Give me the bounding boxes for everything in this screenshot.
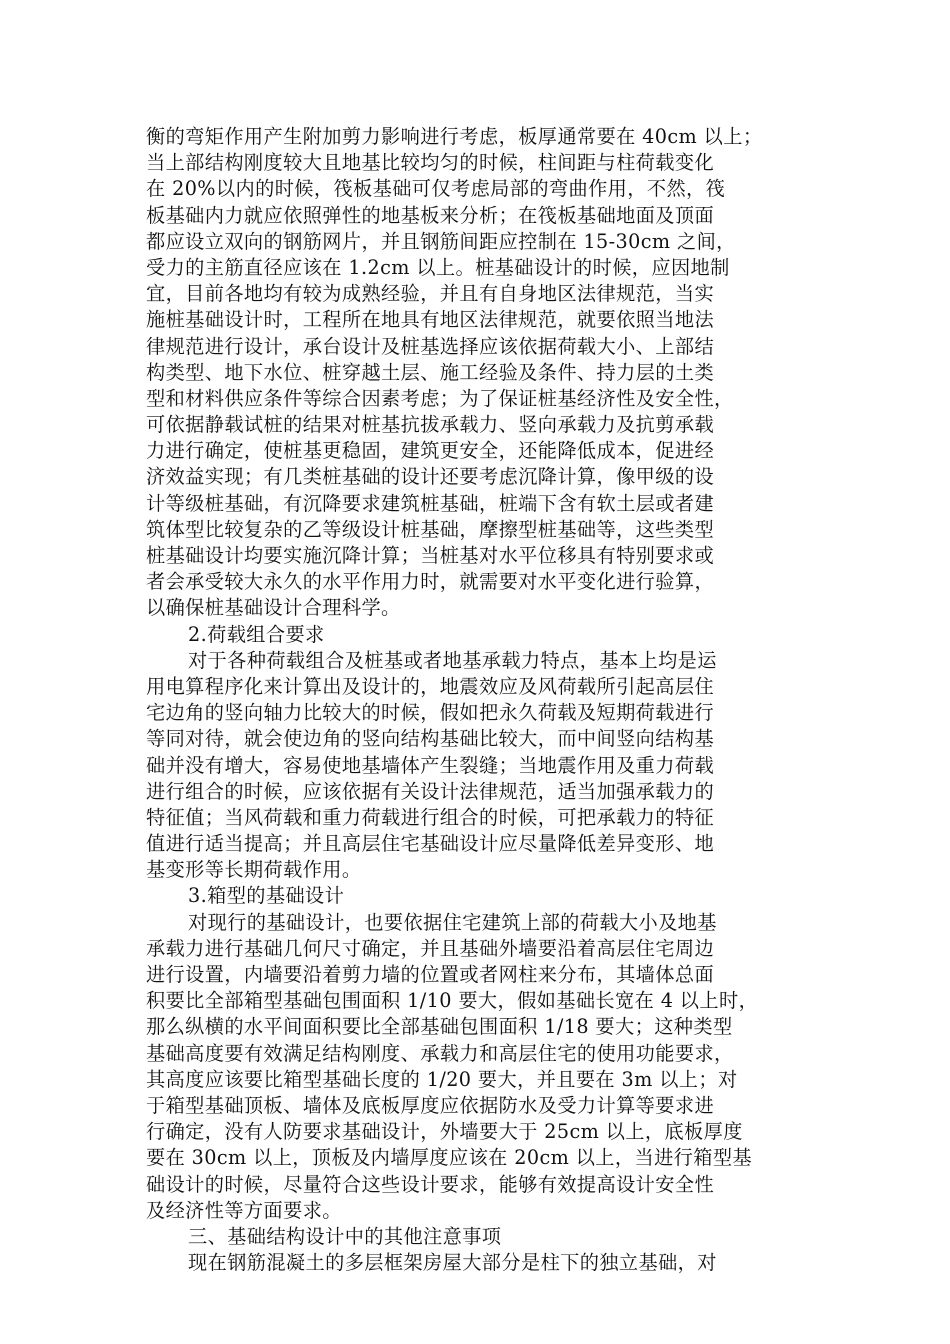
paragraph-first-line: 三、基础结构设计中的其他注意事项 xyxy=(188,1224,502,1248)
text-line: 以确保桩基础设计合理科学。 xyxy=(146,596,401,620)
body-text xyxy=(146,124,806,1276)
paragraph-first-line: 2.荷载组合要求 xyxy=(188,622,325,646)
text-line: 础设计的时候，尽量符合这些设计要求，能够有效提高设计安全性 xyxy=(146,1172,715,1196)
text-line: 宅边角的竖向轴力比较大的时候，假如把永久荷载及短期荷载进行 xyxy=(146,701,715,725)
text-line: 者会承受较大永久的水平作用力时，就需要对水平变化进行验算， xyxy=(146,570,715,594)
text-line: 基础高度要有效满足结构刚度、承载力和高层住宅的使用功能要求， xyxy=(146,1041,734,1065)
text-line: 板基础内力就应依照弹性的地基板来分析；在筏板基础地面及顶面 xyxy=(146,203,715,227)
paragraph-first-line: 3.箱型的基础设计 xyxy=(188,884,345,908)
text-line: 那么纵横的水平间面积要比全部基础包围面积 1/18 要大；这种类型 xyxy=(146,1015,733,1039)
paragraph-first-line: 对于各种荷载组合及桩基或者地基承载力特点，基本上均是运 xyxy=(188,648,717,672)
paragraph-first-line: 现在钢筋混凝土的多层框架房屋大部分是柱下的独立基础，对 xyxy=(188,1251,717,1275)
text-line: 律规范进行设计，承台设计及桩基选择应该依据荷载大小、上部结 xyxy=(146,334,715,358)
text-line: 础并没有增大，容易使地基墙体产生裂缝；当地震作用及重力荷载 xyxy=(146,753,715,777)
text-line: 力进行确定，使桩基更稳固，建筑更安全，还能降低成本，促进经 xyxy=(146,439,715,463)
text-line: 行确定，没有人防要求基础设计，外墙要大于 25cm 以上，底板厚度 xyxy=(146,1120,743,1144)
text-line: 值进行适当提高；并且高层住宅基础设计应尽量降低差异变形、地 xyxy=(146,832,715,856)
text-line: 等同对待，就会使边角的竖向结构基础比较大，而中间竖向结构基 xyxy=(146,727,715,751)
text-line: 都应设立双向的钢筋网片，并且钢筋间距应控制在 15-30cm 之间， xyxy=(146,229,736,253)
text-line: 受力的主筋直径应该在 1.2cm 以上。桩基础设计的时候，应因地制 xyxy=(146,255,730,279)
text-line: 承载力进行基础几何尺寸确定，并且基础外墙要沿着高层住宅周边 xyxy=(146,936,715,960)
paragraph-first-line: 对现行的基础设计，也要依据住宅建筑上部的荷载大小及地基 xyxy=(188,910,717,934)
text-line: 特征值；当风荷载和重力荷载进行组合的时候，可把承载力的特征 xyxy=(146,805,715,829)
text-line: 要在 30cm 以上，顶板及内墙厚度应该在 20cm 以上，当进行箱型基 xyxy=(146,1146,753,1170)
text-line: 桩基础设计均要实施沉降计算；当桩基对水平位移具有特别要求或 xyxy=(146,544,715,567)
text-line: 济效益实现；有几类桩基础的设计还要考虑沉降计算，像甲级的设 xyxy=(146,465,715,489)
text-line: 其高度应该要比箱型基础长度的 1/20 要大，并且要在 3m 以上；对 xyxy=(146,1067,738,1091)
text-line: 于箱型基础顶板、墙体及底板厚度应依据防水及受力计算等要求进 xyxy=(146,1093,715,1117)
text-line: 进行组合的时候，应该依据有关设计法律规范，适当加强承载力的 xyxy=(146,779,715,803)
text-line: 当上部结构刚度较大且地基比较均匀的时候，柱间距与柱荷载变化 xyxy=(146,151,715,175)
text-line: 型和材料供应条件等综合因素考虑；为了保证桩基经济性及安全性， xyxy=(146,386,734,410)
text-line: 可依据静载试桩的结果对桩基抗拔承载力、竖向承载力及抗剪承载 xyxy=(146,413,715,437)
text-line: 及经济性等方面要求。 xyxy=(146,1198,342,1222)
text-line: 进行设置，内墙要沿着剪力墙的位置或者网柱来分布，其墙体总面 xyxy=(146,963,715,986)
text-line: 施桩基础设计时，工程所在地具有地区法律规范，就要依照当地法 xyxy=(146,308,715,332)
text-line: 构类型、地下水位、桩穿越土层、施工经验及条件、持力层的土类 xyxy=(146,360,715,384)
text-line: 衡的弯矩作用产生附加剪力影响进行考虑，板厚通常要在 40cm 以上； xyxy=(146,125,763,148)
text-line: 计等级桩基础，有沉降要求建筑桩基础，桩端下含有软土层或者建 xyxy=(146,491,715,515)
text-line: 宜，目前各地均有较为成熟经验，并且有自身地区法律规范，当实 xyxy=(146,282,715,306)
text-line: 用电算程序化来计算出及设计的，地震效应及风荷载所引起高层住 xyxy=(146,674,715,698)
text-line: 积要比全部箱型基础包围面积 1/10 要大，假如基础长宽在 4 以上时， xyxy=(146,989,759,1013)
text-line: 筑体型比较复杂的乙等级设计桩基础，摩擦型桩基础等，这些类型 xyxy=(146,517,715,541)
text-line: 基变形等长期荷载作用。 xyxy=(146,858,362,882)
text-line: 在 20%以内的时候，筏板基础可仅考虑局部的弯曲作用，不然，筏 xyxy=(146,177,726,201)
